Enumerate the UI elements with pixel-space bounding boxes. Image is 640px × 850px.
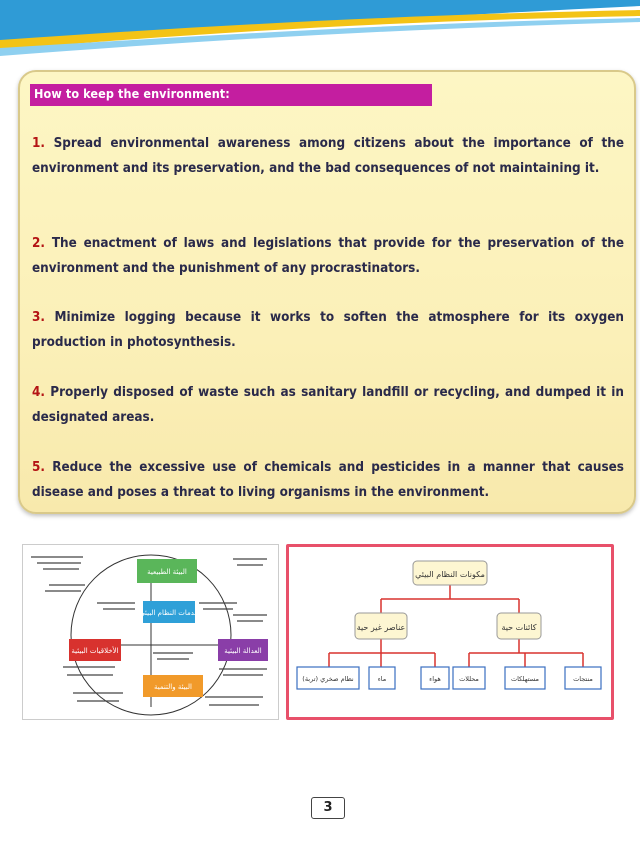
tree-label: مستهلكات [510, 675, 540, 683]
tree-label: مكونات النظام البيئي [415, 570, 485, 579]
item-number: 4. [32, 385, 45, 400]
item-text: Reduce the excessive use of chemicals and pesticides in a manner that causes disease and poses a threat to living organisms in the environment. [32, 460, 624, 500]
page-number: 3 [311, 797, 345, 819]
tree-label: ماء [377, 675, 387, 683]
section-heading-banner [30, 84, 432, 106]
section-heading: How to keep the environment: [34, 86, 230, 101]
cycle-diagram-graphic [23, 545, 278, 719]
tree-label: كائنات حية [501, 623, 537, 632]
tree-label: هواء [429, 675, 441, 683]
environment-cycle-diagram [22, 544, 279, 720]
tree-label: منتجات [573, 675, 593, 683]
diagram-label: الأخلاقيات البيئية [71, 647, 119, 655]
diagram-label: العدالة البيئية [224, 647, 262, 655]
tree-label: عناصر غير حية [356, 623, 406, 632]
list-item [32, 455, 624, 505]
list-item [32, 231, 624, 281]
header-swoosh-decoration [0, 0, 640, 60]
list-item [32, 380, 624, 430]
list-item [32, 305, 624, 355]
item-number: 5. [32, 460, 45, 475]
tree-diagram-graphic [289, 547, 611, 717]
diagram-label: خدمات النظام البيئي [139, 609, 199, 617]
item-number: 1. [32, 136, 45, 151]
item-text: Spread environmental awareness among citizens about the importance of the environment and its preservation, and the bad consequences of not maintaining it. [32, 136, 624, 176]
ecosystem-components-diagram [286, 544, 614, 720]
item-number: 3. [32, 310, 45, 325]
item-number: 2. [32, 236, 45, 251]
tree-label: محللات [459, 675, 479, 683]
diagram-label: البيئة والتنمية [154, 683, 192, 691]
item-text: Properly disposed of waste such as sanitary landfill or recycling, and dumped it in designated areas. [32, 385, 624, 425]
item-text: Minimize logging because it works to soften the atmosphere for its oxygen production in photosynthesis. [32, 310, 625, 350]
list-item [32, 131, 624, 181]
tree-label: نظام صخري (تربة) [302, 675, 354, 683]
item-text: The enactment of laws and legislations that provide for the preservation of the environment and the punishment of any procrastinators. [32, 236, 624, 276]
diagram-label: البيئة الطبيعية [147, 568, 187, 576]
